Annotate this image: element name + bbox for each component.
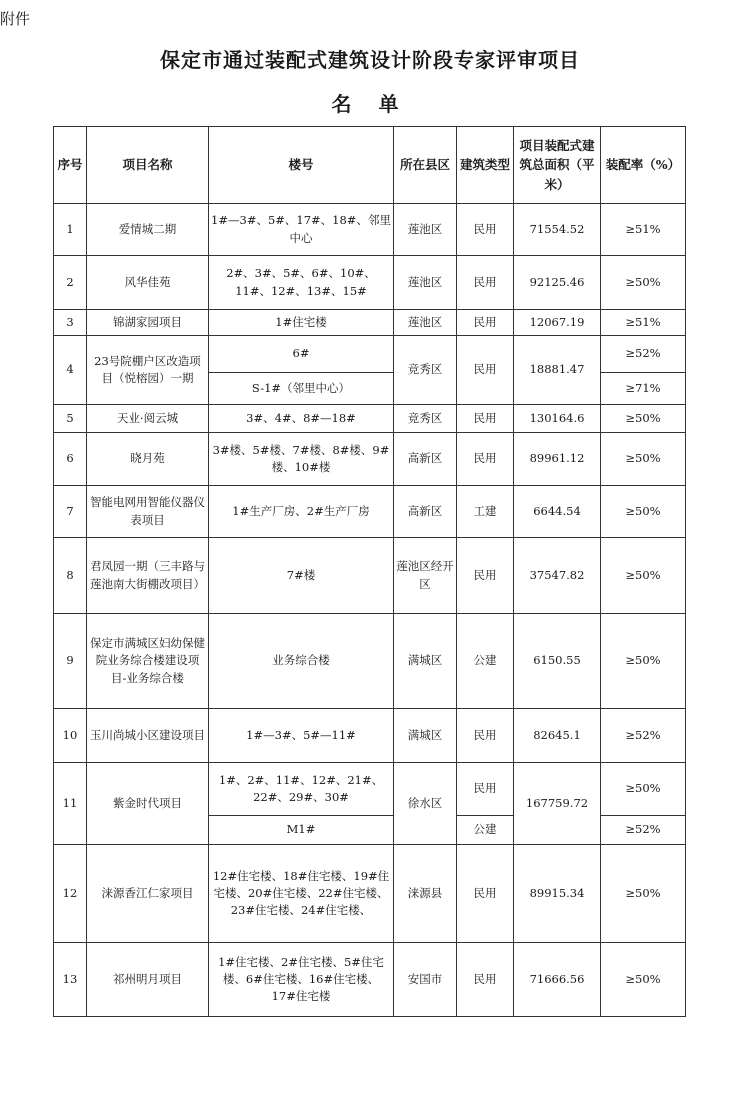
cell-area: 12067.19 [514, 310, 601, 336]
cell-area: 167759.72 [514, 763, 601, 845]
cell-seq: 5 [54, 405, 87, 433]
table-row [54, 433, 686, 486]
header-building: 楼号 [209, 127, 394, 204]
cell-building: 1#、2#、11#、12#、21#、22#、29#、30# [209, 763, 394, 816]
cell-building: 12#住宅楼、18#住宅楼、19#住宅楼、20#住宅楼、22#住宅楼、23#住宅楼、24#住宅楼、 [209, 845, 394, 943]
cell-name: 风华佳苑 [87, 256, 209, 310]
header-name: 项目名称 [87, 127, 209, 204]
cell-type: 民用 [457, 204, 514, 256]
cell-area: 71554.52 [514, 204, 601, 256]
cell-area: 82645.1 [514, 709, 601, 763]
cell-seq: 11 [54, 763, 87, 845]
cell-type: 公建 [457, 614, 514, 709]
cell-district: 竞秀区 [394, 405, 457, 433]
cell-rate: ≥50% [601, 433, 686, 486]
cell-area: 18881.47 [514, 336, 601, 405]
cell-building: 业务综合楼 [209, 614, 394, 709]
cell-district: 涞源县 [394, 845, 457, 943]
cell-district: 高新区 [394, 433, 457, 486]
cell-name: 君凤园一期（三丰路与莲池南大街棚改项目） [87, 538, 209, 614]
cell-rate: ≥50% [601, 943, 686, 1017]
cell-type: 民用 [457, 336, 514, 405]
cell-seq: 4 [54, 336, 87, 405]
header-district: 所在县区 [394, 127, 457, 204]
cell-district: 满城区 [394, 709, 457, 763]
header-rate: 装配率（%） [601, 127, 686, 204]
cell-seq: 7 [54, 486, 87, 538]
cell-type: 民用 [457, 709, 514, 763]
cell-name: 紫金时代项目 [87, 763, 209, 845]
cell-name: 天业·阅云城 [87, 405, 209, 433]
table-row [54, 256, 686, 310]
cell-building: M1# [209, 816, 394, 845]
cell-type: 民用 [457, 845, 514, 943]
header-type: 建筑类型 [457, 127, 514, 204]
cell-building: 1#—3#、5#—11# [209, 709, 394, 763]
cell-district: 竞秀区 [394, 336, 457, 405]
table-row [54, 486, 686, 538]
cell-seq: 1 [54, 204, 87, 256]
cell-type: 民用 [457, 538, 514, 614]
cell-district: 满城区 [394, 614, 457, 709]
table-header-row [54, 127, 686, 204]
cell-rate: ≥52% [601, 816, 686, 845]
cell-name: 晓月苑 [87, 433, 209, 486]
cell-area: 89915.34 [514, 845, 601, 943]
cell-name: 玉川尚城小区建设项目 [87, 709, 209, 763]
cell-building: 2#、3#、5#、6#、10#、11#、12#、13#、15# [209, 256, 394, 310]
cell-district: 安国市 [394, 943, 457, 1017]
table-row [54, 763, 686, 816]
cell-type: 民用 [457, 405, 514, 433]
cell-type: 民用 [457, 943, 514, 1017]
cell-rate: ≥50% [601, 256, 686, 310]
cell-type: 工建 [457, 486, 514, 538]
cell-rate: ≥51% [601, 310, 686, 336]
cell-seq: 12 [54, 845, 87, 943]
cell-building: 1#住宅楼 [209, 310, 394, 336]
cell-seq: 10 [54, 709, 87, 763]
cell-district: 莲池区 [394, 204, 457, 256]
cell-rate: ≥71% [601, 373, 686, 405]
cell-district: 徐水区 [394, 763, 457, 845]
cell-seq: 8 [54, 538, 87, 614]
cell-seq: 9 [54, 614, 87, 709]
cell-building: 7#楼 [209, 538, 394, 614]
header-seq: 序号 [54, 127, 87, 204]
cell-area: 6150.55 [514, 614, 601, 709]
cell-name: 锦湖家园项目 [87, 310, 209, 336]
cell-district: 莲池区 [394, 310, 457, 336]
cell-district: 莲池区 [394, 256, 457, 310]
cell-building: S-1#（邻里中心） [209, 373, 394, 405]
cell-rate: ≥50% [601, 538, 686, 614]
table-row [54, 538, 686, 614]
cell-name: 23号院棚户区改造项目（悦榕园）一期 [87, 336, 209, 405]
cell-rate: ≥50% [601, 763, 686, 816]
attachment-label: 附件 [0, 10, 31, 28]
cell-seq: 2 [54, 256, 87, 310]
header-area: 项目装配式建筑总面积（平米） [514, 127, 601, 204]
cell-area: 6644.54 [514, 486, 601, 538]
cell-name: 爱情城二期 [87, 204, 209, 256]
cell-name: 保定市满城区妇幼保健院业务综合楼建设项目-业务综合楼 [87, 614, 209, 709]
cell-rate: ≥50% [601, 845, 686, 943]
cell-rate: ≥52% [601, 336, 686, 373]
table-row [54, 943, 686, 1017]
cell-rate: ≥52% [601, 709, 686, 763]
cell-district: 莲池区经开区 [394, 538, 457, 614]
cell-building: 1#—3#、5#、17#、18#、邻里中心 [209, 204, 394, 256]
cell-district: 高新区 [394, 486, 457, 538]
cell-rate: ≥50% [601, 614, 686, 709]
table-row [54, 845, 686, 943]
table-row [54, 310, 686, 336]
cell-seq: 3 [54, 310, 87, 336]
cell-building: 3#、4#、8#—18# [209, 405, 394, 433]
cell-name: 涞源香江仁家项目 [87, 845, 209, 943]
document-subtitle: 名 单 [331, 92, 409, 116]
table-row [54, 709, 686, 763]
cell-building: 3#楼、5#楼、7#楼、8#楼、9#楼、10#楼 [209, 433, 394, 486]
table-row [54, 614, 686, 709]
cell-seq: 6 [54, 433, 87, 486]
cell-building: 6# [209, 336, 394, 373]
document-title: 保定市通过装配式建筑设计阶段专家评审项目 [160, 48, 580, 72]
cell-area: 89961.12 [514, 433, 601, 486]
cell-name: 智能电网用智能仪器仪表项目 [87, 486, 209, 538]
cell-building: 1#生产厂房、2#生产厂房 [209, 486, 394, 538]
project-table [53, 126, 686, 1017]
table-row [54, 204, 686, 256]
cell-type: 公建 [457, 816, 514, 845]
cell-area: 130164.6 [514, 405, 601, 433]
cell-type: 民用 [457, 433, 514, 486]
cell-type: 民用 [457, 763, 514, 816]
cell-type: 民用 [457, 310, 514, 336]
cell-type: 民用 [457, 256, 514, 310]
cell-area: 37547.82 [514, 538, 601, 614]
cell-rate: ≥50% [601, 486, 686, 538]
cell-area: 71666.56 [514, 943, 601, 1017]
cell-area: 92125.46 [514, 256, 601, 310]
cell-seq: 13 [54, 943, 87, 1017]
cell-rate: ≥50% [601, 405, 686, 433]
cell-building: 1#住宅楼、2#住宅楼、5#住宅楼、6#住宅楼、16#住宅楼、17#住宅楼 [209, 943, 394, 1017]
table-row [54, 336, 686, 373]
table-row [54, 405, 686, 433]
cell-name: 祁州明月项目 [87, 943, 209, 1017]
cell-rate: ≥51% [601, 204, 686, 256]
